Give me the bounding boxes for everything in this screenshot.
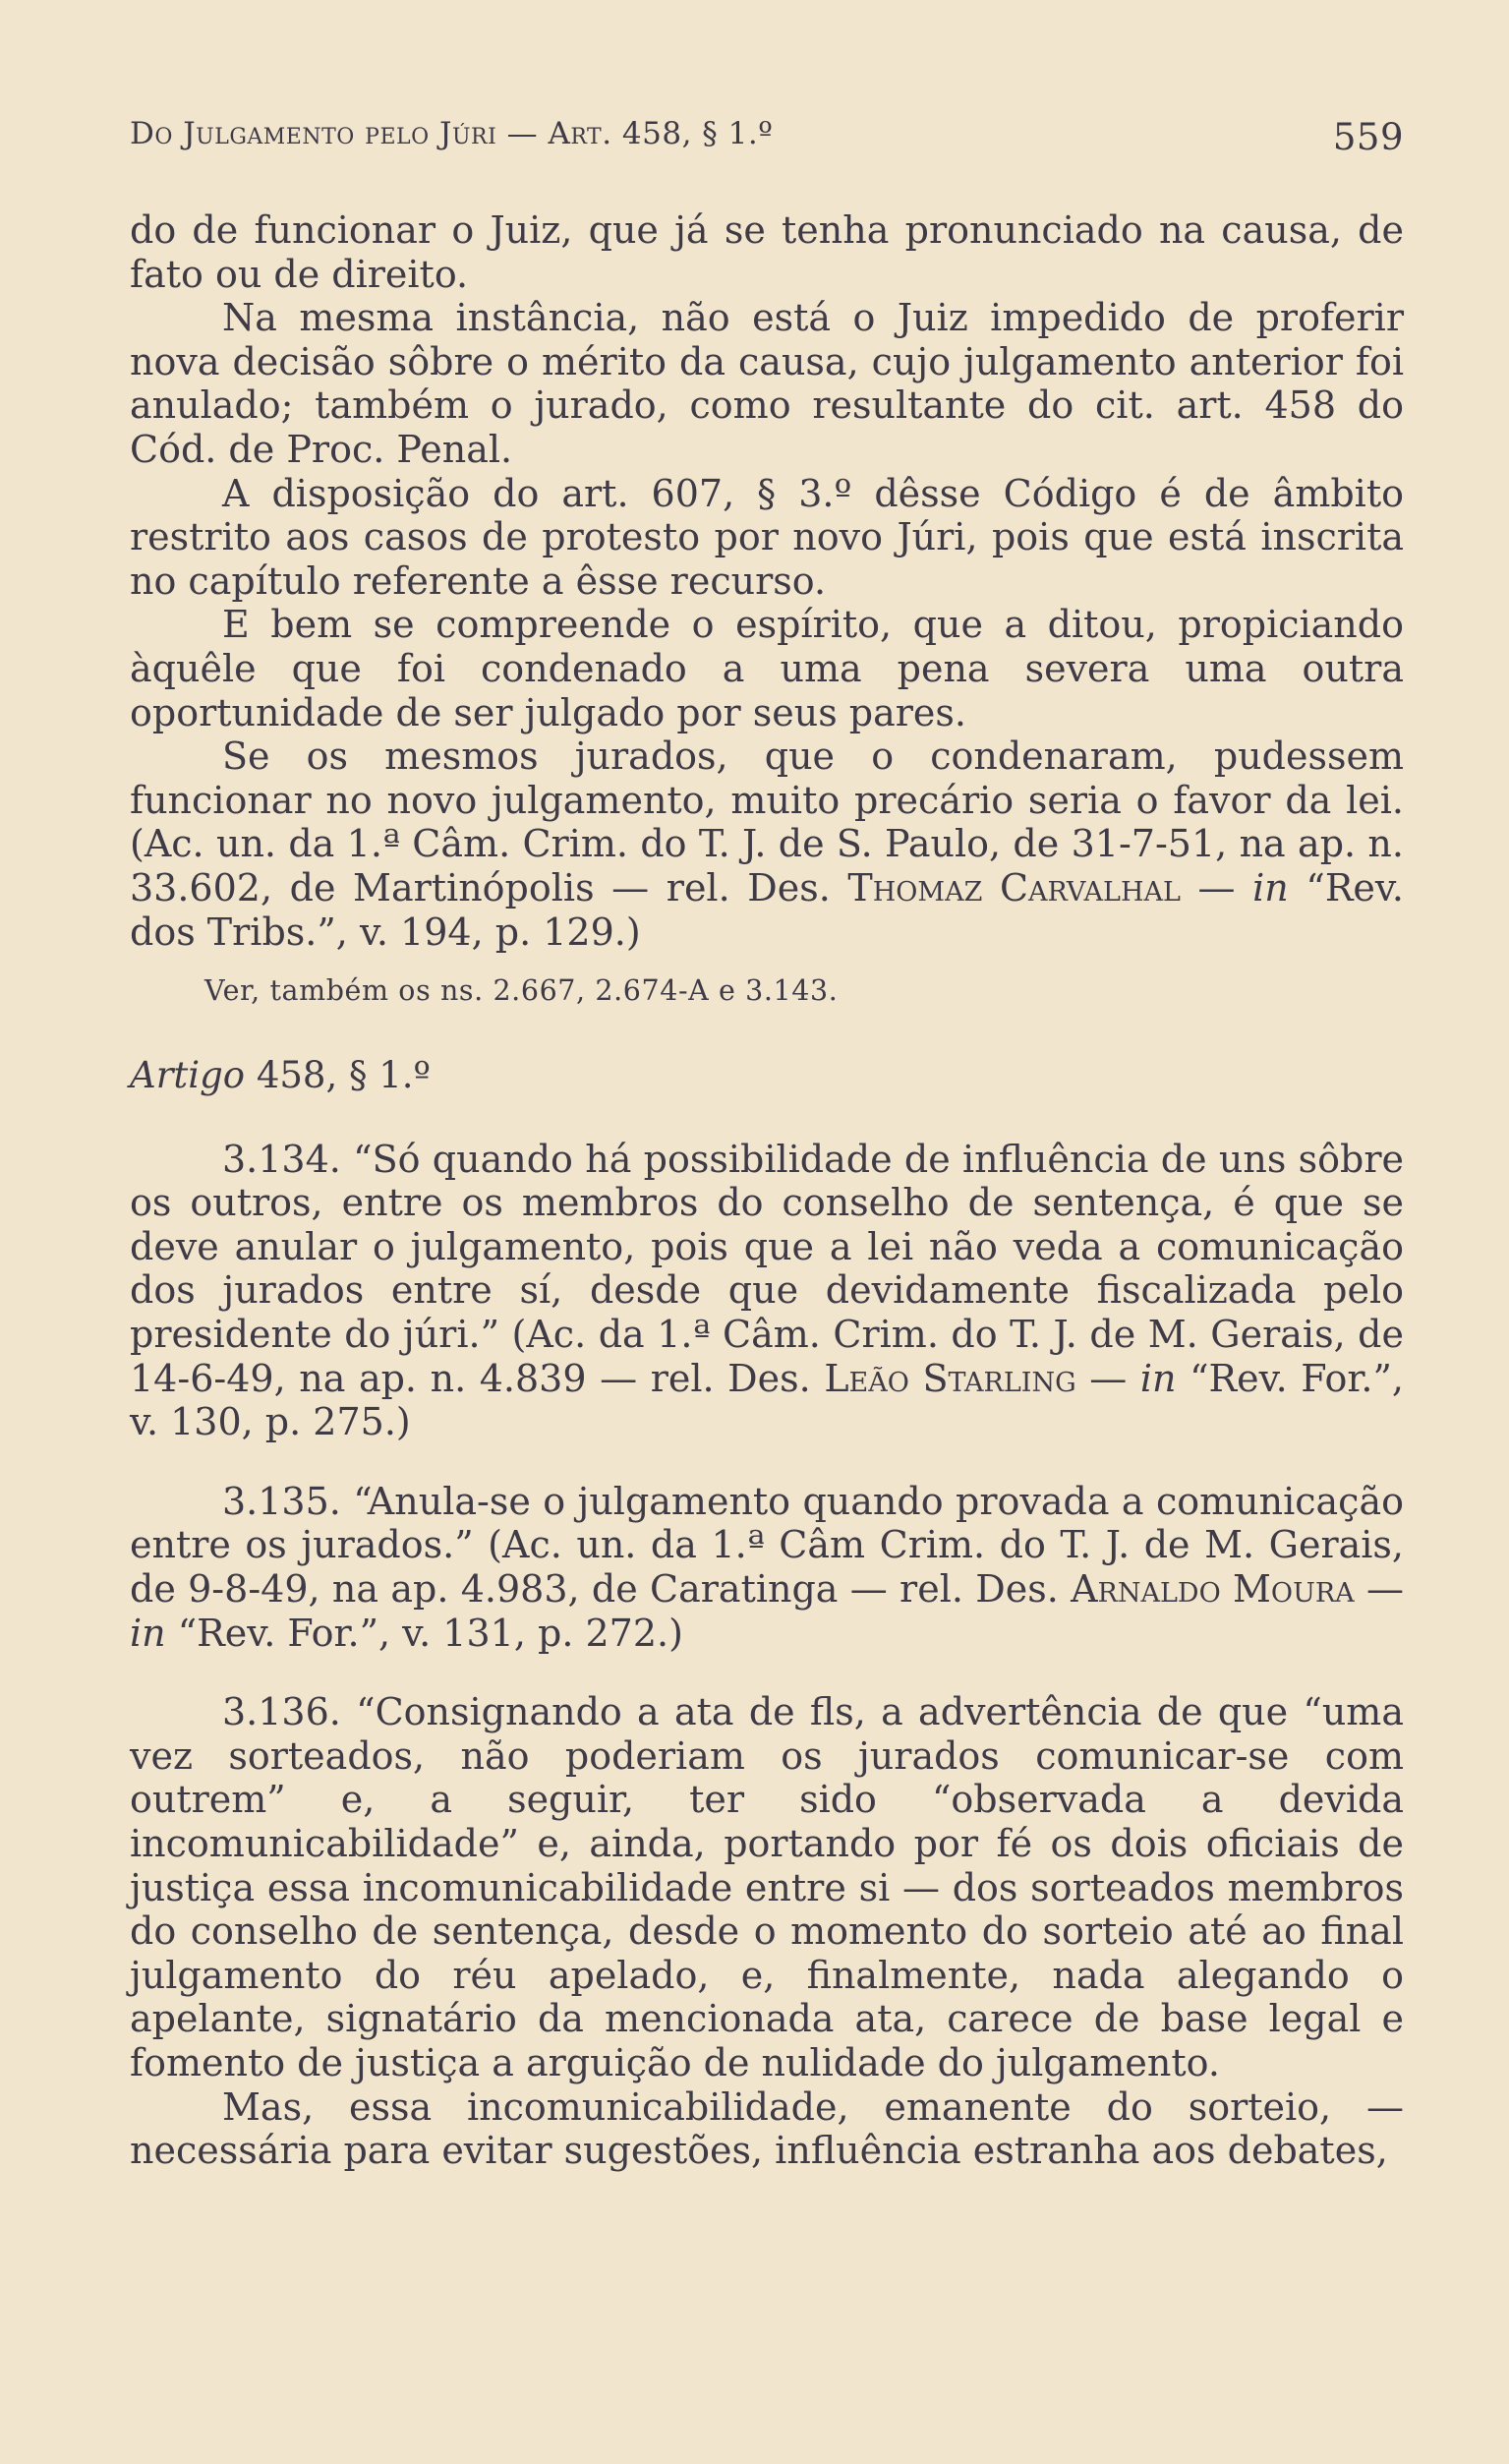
running-head <box>130 116 1404 167</box>
entry-number: 3.136. <box>222 1690 341 1734</box>
dash: — <box>1354 1567 1404 1612</box>
entry-number: 3.135. <box>222 1479 341 1523</box>
entry-3135 <box>130 1480 1404 1655</box>
dash: — <box>1075 1356 1140 1400</box>
source-ref: “Rev. dos Tribs.”, v. 194, p. 129.) <box>130 865 1404 954</box>
source-ref: “Rev. For.”, v. 130, p. 275.) <box>130 1356 1404 1444</box>
in-word: in <box>130 1611 166 1655</box>
in-word: in <box>1139 1356 1177 1400</box>
entry-text: “Só quando há possibilidade de influência de uns sôbre os outros, entre os membros do conselho de sentença, é que se deve anular o julgamento, pois que a lei não veda a comunicação dos jurados entre sí, desde que devidamente fiscalizada pelo presidente do júri.” (Ac. da 1.ª Câm. Crim. do T. J. de M. Gerais, de 14-6-49, na ap. n. 4.839 — rel. Des. <box>130 1137 1404 1400</box>
running-title: Do Julgamento pelo Júri — Art. 458, § 1.º <box>130 116 774 151</box>
paragraph-closing: Mas, essa incomunicabilidade, emanente do sorteio, — necessária para evitar sugestões, influência estranha aos debates, <box>130 2084 1404 2173</box>
judge-name: Arnaldo Moura <box>1071 1567 1355 1612</box>
judge-name: Thomaz Carvalhal <box>847 865 1181 909</box>
entry-text: “Anula-se o julgamento quando provada a comunicação entre os jurados.” (Ac. un. da 1.ª Câm Crim. do T. J. de M. Gerais, de 9-8-49, na ap. 4.983, de Caratinga — rel. Des. <box>130 1479 1404 1612</box>
paragraph: Na mesma instância, não está o Juiz impedido de proferir nova decisão sôbre o mérito da causa, cujo julgamento anterior foi anulado; também o jurado, como resultante do cit. art. 458 do Cód. de Proc. Penal. <box>130 296 1404 471</box>
section-ref: 458, § 1.º <box>245 1054 431 1097</box>
entry-3134 <box>130 1138 1404 1444</box>
source-ref: “Rev. For.”, v. 131, p. 272.) <box>165 1611 683 1655</box>
paragraph-continued: do de funcionar o Juiz, que já se tenha pronunciado na causa, de fato ou de direito. <box>130 208 1404 296</box>
entry-number: 3.134. <box>222 1137 341 1181</box>
paragraph-citation <box>130 734 1404 954</box>
judge-name: Leão Starling <box>824 1356 1076 1400</box>
paragraph: A disposição do art. 607, § 3.º dêsse Código é de âmbito restrito aos casos de protesto por novo Júri, pois que está inscrita no capítulo referente a êsse recurso. <box>130 471 1404 603</box>
body-text <box>130 208 1404 2173</box>
paragraph: E bem se compreende o espírito, que a ditou, propiciando àquêle que foi condenado a uma pena severa uma outra oportunidade de ser julgado por seus pares. <box>130 603 1404 734</box>
entry-3136 <box>130 1690 1404 2084</box>
entry-text: “Consignando a ata de fls, a advertência de que “uma vez sorteados, não poderiam os jurados comunicar-se com outrem” e, a seguir, ter sido “observada a devida incomunicabilidade” e, ainda, portando por fé os dois oficiais de justiça essa incomunicabilidade entre si — dos sorteados membros do conselho de sentença, desde o momento do sorteio até ao final julgamento do réu apelado, e, finalmente, nada alegando o apelante, signatário da mencionada ata, carece de base legal e fomento de justiça a arguição de nulidade do julgamento. <box>130 1690 1404 2084</box>
section-label: Artigo <box>130 1054 246 1097</box>
in-word: in <box>1252 865 1289 909</box>
page-number: 559 <box>1332 116 1404 158</box>
section-heading <box>130 1054 1404 1098</box>
paragraph-text: Se os mesmos jurados, que o condenaram, pudessem funcionar no novo julgamento, muito precário seria o favor da lei. (Ac. un. da 1.ª Câm. Crim. do T. J. de S. Paulo, de 31-7-51, na ap. n. 33.602, de Martinópolis — rel. Des. <box>130 734 1404 909</box>
dash: — <box>1180 865 1253 909</box>
see-also-note: Ver, também os ns. 2.667, 2.674-A e 3.143. <box>204 974 839 1008</box>
